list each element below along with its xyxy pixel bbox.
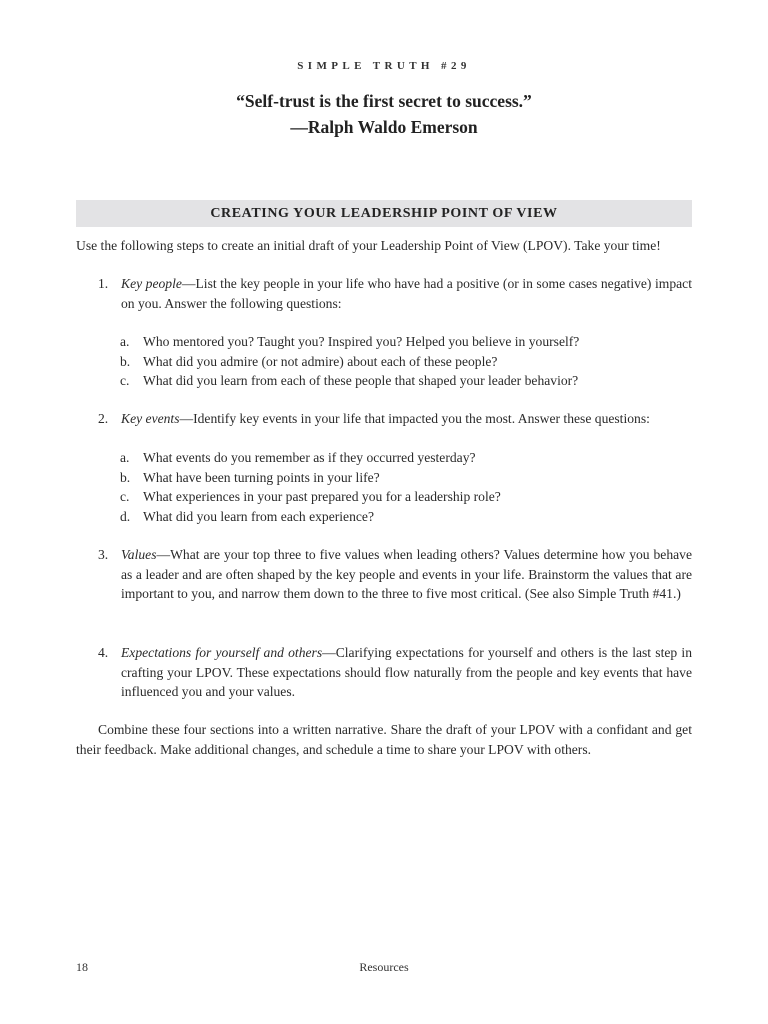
step-item	[76, 643, 692, 702]
step-description: —What are your top three to five values when leading others? Values determine how you behave as a leader and are often shaped by the key people and events in your life. Brainstorm the values that are important to you, and narrow them down to the three to five most critical. (See also Simple Truth #41.)	[121, 547, 692, 601]
sub-text: Who mentored you? Taught you? Inspired you? Helped you believe in yourself?	[143, 334, 580, 349]
step-description: —Identify key events in your life that impacted you the most. Answer these questions:	[179, 411, 650, 426]
page-number: 18	[76, 960, 88, 974]
sub-letter: d.	[120, 508, 131, 524]
sub-item	[120, 332, 692, 352]
sub-letter: b.	[120, 469, 131, 485]
step-item	[76, 274, 692, 313]
simple-truth-label: SIMPLE TRUTH #29	[297, 60, 471, 72]
step-text	[121, 545, 692, 604]
step-number: 2.	[98, 411, 109, 426]
sub-item	[120, 507, 692, 527]
step-text	[121, 409, 692, 429]
step-text	[121, 274, 692, 313]
step-text	[121, 643, 692, 702]
sub-letter: b.	[120, 353, 131, 369]
epigraph-quote	[0, 88, 768, 140]
section-heading-bar	[76, 200, 692, 227]
sub-list	[120, 332, 692, 391]
section-title: CREATING YOUR LEADERSHIP POINT OF VIEW	[210, 206, 558, 221]
sub-item	[120, 448, 692, 468]
step-number: 1.	[98, 276, 109, 291]
sub-letter: c.	[120, 373, 130, 388]
sub-text: What have been turning points in your life?	[143, 469, 380, 485]
step-term: Key people	[121, 276, 182, 291]
step-term: Key events	[121, 411, 180, 426]
sub-letter: a.	[120, 450, 130, 465]
step-term: Expectations for yourself and others	[121, 645, 323, 660]
step-number: 4.	[98, 645, 109, 660]
closing-paragraph: Combine these four sections into a written narrative. Share the draft of your LPOV with a confidant and get their feedback. Make additional changes, and schedule a time to share your LPOV with others.	[76, 722, 692, 757]
sub-text: What did you learn from each experience?	[143, 508, 374, 524]
quote-attribution: —Ralph Waldo Emerson	[290, 117, 478, 137]
sub-text: What experiences in your past prepared you for a leadership role?	[143, 489, 501, 504]
running-footer-title: Resources	[359, 960, 409, 974]
step-description: —Clarifying expectations for yourself and others is the last step in crafting your LPOV. These expectations should flow naturally from the people and key events that have influenced you and your values.	[121, 645, 692, 699]
sub-list	[120, 448, 692, 526]
sub-letter: a.	[120, 334, 130, 349]
step-term: Values	[121, 547, 157, 562]
intro-paragraph: Use the following steps to create an initial draft of your Leadership Point of View (LPOV). Take your time!	[76, 238, 661, 253]
sub-text: What events do you remember as if they occurred yesterday?	[143, 450, 476, 465]
sub-item	[120, 468, 692, 488]
step-item	[76, 409, 692, 429]
sub-letter: c.	[120, 489, 130, 504]
step-item	[76, 545, 692, 604]
step-number: 3.	[98, 547, 109, 562]
quote-text: “Self-trust is the first secret to success.”	[236, 91, 532, 111]
sub-text: What did you learn from each of these people that shaped your leader behavior?	[143, 373, 579, 388]
step-description: —List the key people in your life who have had a positive (or in some cases negative) impact on you. Answer the following questions:	[121, 276, 692, 311]
sub-item	[120, 371, 692, 391]
sub-item	[120, 352, 692, 372]
sub-item	[120, 487, 692, 507]
sub-text: What did you admire (or not admire) about each of these people?	[143, 353, 498, 369]
